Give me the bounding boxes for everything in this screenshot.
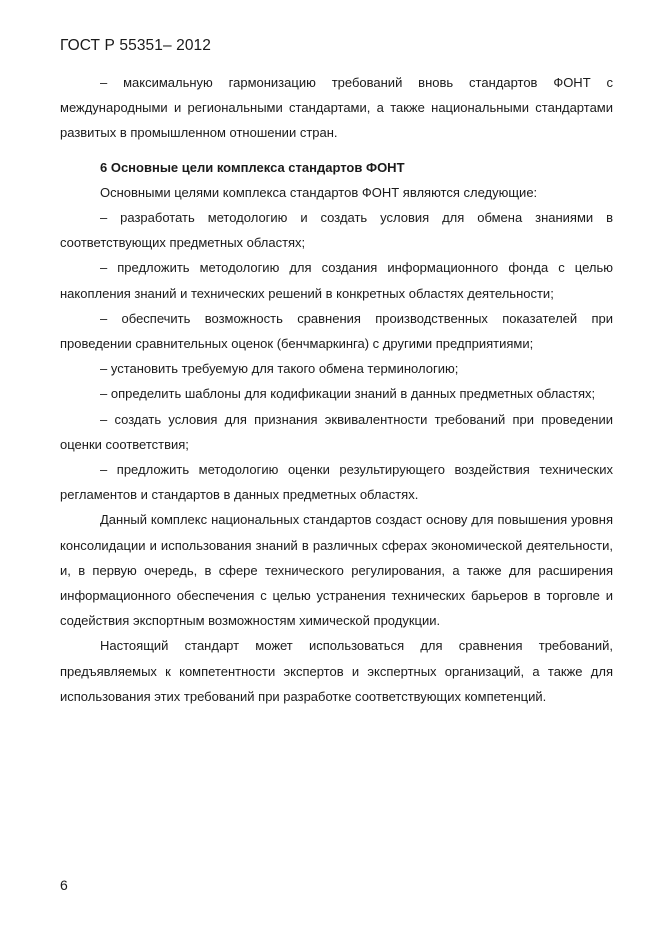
- list-item: – разработать методологию и создать условия для обмена знаниями в соответствующих предметных областях;: [60, 210, 613, 251]
- body-paragraph: Настоящий стандарт может использоваться для сравнения требований, предъявляемых к компетентности экспертов и экспертных организаций, а также для использования этих требований при разработке соответствующих компетенций.: [60, 638, 613, 704]
- document-header: ГОСТ Р 55351– 2012: [60, 37, 211, 54]
- list-item: – установить требуемую для такого обмена терминологию;: [100, 361, 459, 377]
- list-item: – обеспечить возможность сравнения производственных показателей при проведении сравнительных оценок (бенчмаркинга) с другими предприятиями;: [60, 310, 613, 352]
- section-heading: 6 Основные цели комплекса стандартов ФОНТ: [100, 159, 405, 175]
- list-item: – предложить методологию для создания информационного фонда с целью накопления знаний и технических решений в конкретных областях деятельности;: [60, 260, 613, 301]
- section-lead: Основными целями комплекса стандартов ФОНТ являются следующие:: [100, 184, 538, 200]
- list-item: – предложить методологию оценки результирующего воздействия технических регламентов и стандартов в данных предметных областях.: [60, 462, 613, 503]
- intro-list-item: – максимальную гармонизацию требований вновь стандартов ФОНТ с международными и региональными стандартами, а также национальными стандартами развитых в промышленном отношении стран.: [60, 75, 613, 141]
- body-paragraph: Данный комплекс национальных стандартов создаст основу для повышения уровня консолидации и использования знаний в различных сферах экономической деятельности, и, в первую очередь, в сфере технического регулирования, а также для расширения информационного обеспечения с целью устранения технических барьеров в торговле и содействия экспортным возможностям химической продукции.: [60, 512, 613, 629]
- page-number: 6: [60, 877, 68, 893]
- list-item: – определить шаблоны для кодификации знаний в данных предметных областях;: [100, 386, 596, 402]
- list-item: – создать условия для признания эквивалентности требований при проведении оценки соответствия;: [60, 411, 613, 452]
- page-content: [60, 70, 613, 709]
